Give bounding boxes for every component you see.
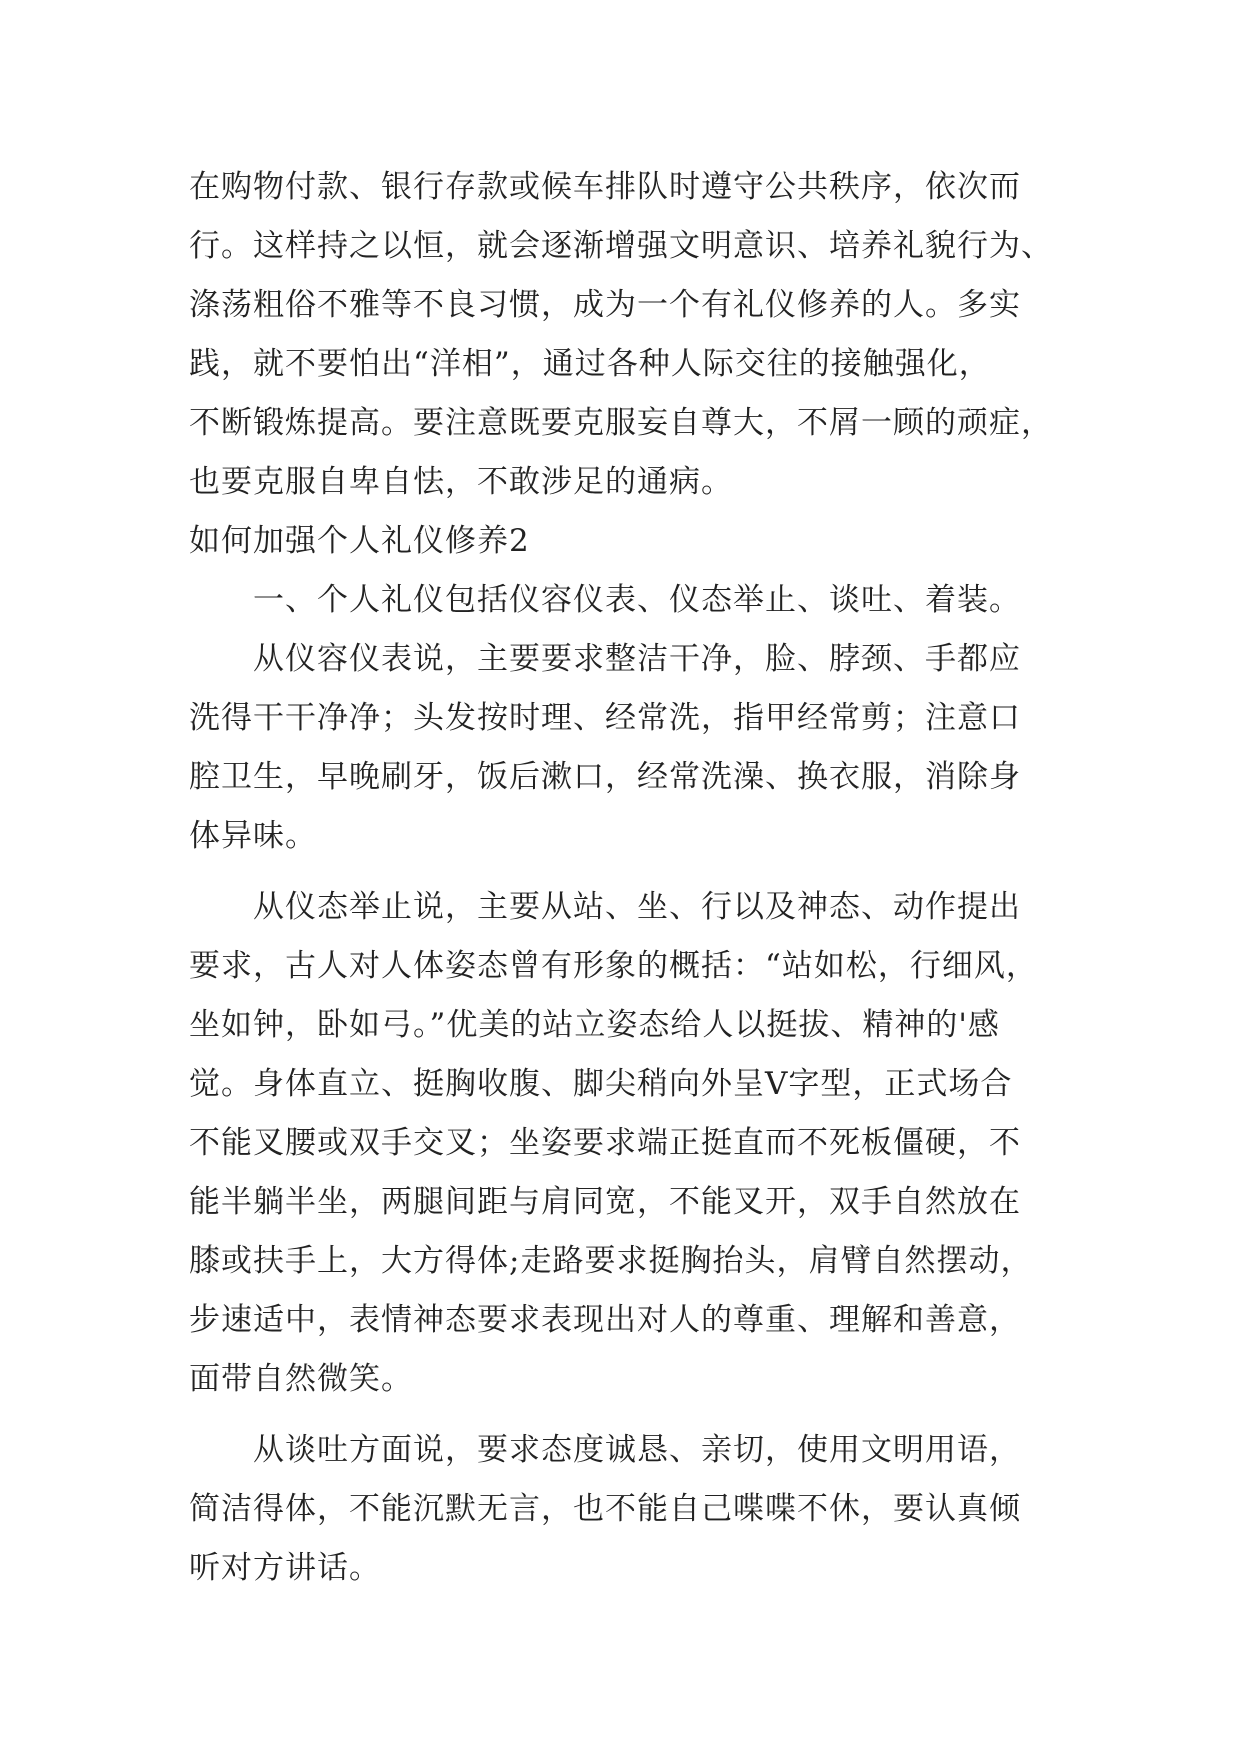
text-line: 觉。身体直立、挺胸收腹、脚尖稍向外呈V字型，正式场合 bbox=[189, 1066, 1013, 1102]
text-line: 坐如钟，卧如弓。”优美的站立姿态给人以挺拔、精神的'感 bbox=[189, 1007, 1000, 1043]
text-line: 腔卫生，早晚刷牙，饭后漱口，经常洗澡、换衣服，消除身 bbox=[189, 759, 1021, 795]
text-line: 从谈吐方面说，要求态度诚恳、亲切，使用文明用语， bbox=[253, 1432, 1021, 1468]
text-line: 膝或扶手上，大方得体;走路要求挺胸抬头，肩臂自然摆动， bbox=[189, 1243, 1033, 1279]
text-line: 能半躺半坐，两腿间距与肩同宽，不能叉开，双手自然放在 bbox=[189, 1184, 1021, 1220]
paragraph-2 bbox=[189, 630, 1069, 866]
text-line: 从仪态举止说，主要从站、坐、行以及神态、动作提出 bbox=[253, 889, 1021, 925]
paragraph-3 bbox=[189, 878, 1069, 1409]
text-line: 一、个人礼仪包括仪容仪表、仪态举止、谈吐、着装。 bbox=[253, 582, 1021, 618]
text-line: 不能叉腰或双手交叉；坐姿要求端正挺直而不死板僵硬，不 bbox=[189, 1125, 1021, 1161]
text-line: 在购物付款、银行存款或候车排队时遵守公共秩序，依次而 bbox=[189, 169, 1021, 205]
text-line: 听对方讲话。 bbox=[189, 1550, 381, 1586]
text-line: 行。这样持之以恒，就会逐渐增强文明意识、培养礼貌行为、 bbox=[189, 228, 1053, 264]
text-line: 涤荡粗俗不雅等不良习惯，成为一个有礼仪修养的人。多实 bbox=[189, 287, 1021, 323]
paragraph-top bbox=[189, 158, 1069, 512]
text-line: 要求，古人对人体姿态曾有形象的概括：“站如松，行细风， bbox=[189, 948, 1038, 984]
text-line: 不断锻炼提高。要注意既要克服妄自尊大，不屑一顾的顽症， bbox=[189, 405, 1053, 441]
text-line: 也要克服自卑自怯，不敢涉足的通病。 bbox=[189, 464, 733, 500]
text-line: 体异味。 bbox=[189, 818, 317, 854]
section-heading: 如何加强个人礼仪修养2 bbox=[189, 523, 530, 559]
text-line: 步速适中，表情神态要求表现出对人的尊重、理解和善意， bbox=[189, 1302, 1021, 1338]
paragraph-4 bbox=[189, 1421, 1069, 1598]
text-line: 面带自然微笑。 bbox=[189, 1361, 413, 1397]
text-line: 洗得干干净净；头发按时理、经常洗，指甲经常剪；注意口 bbox=[189, 700, 1021, 736]
text-line: 从仪容仪表说，主要要求整洁干净，脸、脖颈、手都应 bbox=[253, 641, 1021, 677]
document-body bbox=[189, 158, 1069, 1598]
text-line: 简洁得体，不能沉默无言，也不能自己喋喋不休，要认真倾 bbox=[189, 1491, 1021, 1527]
paragraph-1 bbox=[189, 571, 1069, 630]
text-line: 践，就不要怕出“洋相”，通过各种人际交往的接触强化， bbox=[189, 346, 991, 382]
